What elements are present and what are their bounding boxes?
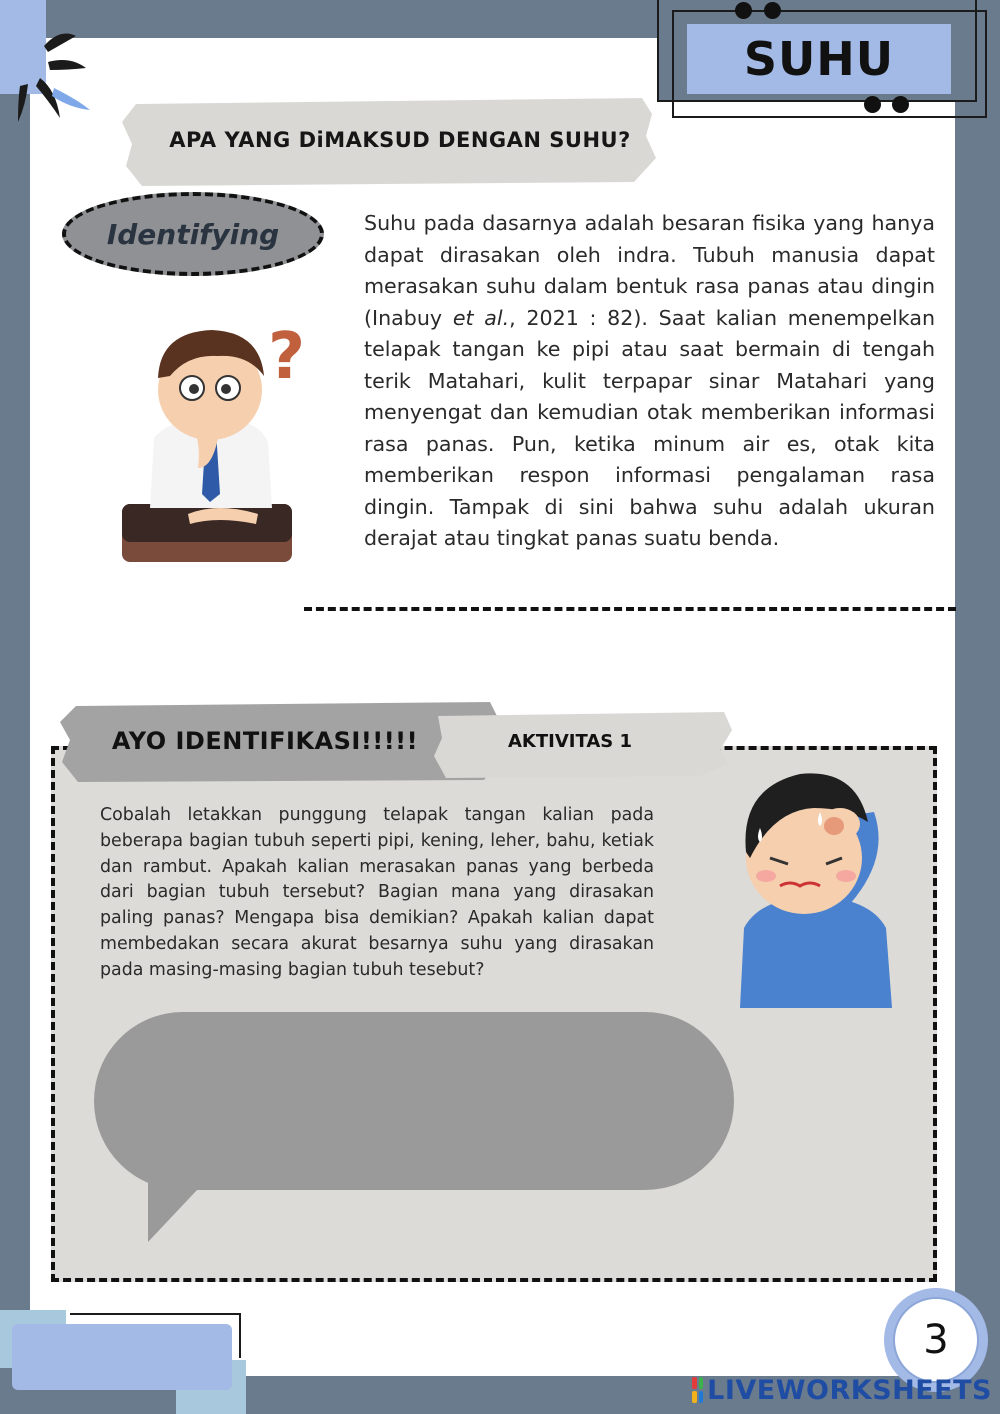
corner-decoration [0,1310,250,1414]
activity-paragraph: Cobalah letakkan punggung telapak tangan kalian pada beberapa bagian tubuh seperti pipi, kening, leher, bahu, ketiak dan rambut. Apakah kalian merasakan panas yang berbeda dari bagian tubuh tersebut? Bagian mana yang dirasakan paling panas? Mengapa bisa demikian? Apakah kalian dapat membedakan secara akurat besarnya suhu yang dirasakan pada masing-masing bagian tubuh tesebut? [100,805,654,980]
dashed-divider [304,607,956,611]
dot-decoration [892,96,909,113]
liveworksheets-logo-icon [692,1377,703,1403]
title-box [687,24,951,94]
watermark [692,1372,992,1408]
splash-icon [0,0,110,130]
page-title: SUHU [743,32,895,86]
thinking-student-icon [118,318,310,566]
definition-paragraph: Suhu pada dasarnya adalah besaran fisika yang hanya dapat dirasakan oleh indra. Tubuh manusia dapat merasakan suhu dalam bentuk rasa panas atau dingin (Inabuy et al., 2021 : 82). Saat kalian menempelkan telapak tangan ke pipi atau saat bermain di tengah terik Matahari, kulit terpapar sinar Matahari yang menyengat dan kemudian otak memberikan informasi rasa panas. Pun, ketika minum air es, otak kita memberikan respon informasi pengalaman rasa dingin. Tampak di sini bahwa suhu adalah ukuran derajat atau tingkat panas suatu benda. [364,211,935,550]
section-heading: APA YANG DiMAKSUD DENGAN SUHU? [169,128,631,152]
page-number: 3 [893,1297,979,1383]
activity-label: AKTIVITAS 1 [507,730,633,752]
dot-decoration [864,96,881,113]
identifying-badge: Identifying [62,192,324,276]
answer-bubble [94,1012,734,1244]
watermark-text: LIVEWORKSHEETS [707,1374,992,1406]
dot-decoration [735,2,752,19]
activity-heading: AYO IDENTIFIKASI!!!!! [111,727,419,755]
answer-input[interactable] [94,1012,734,1190]
dot-decoration [764,2,781,19]
sweating-boy-icon [730,768,902,1008]
svg-text:?: ? [268,320,306,394]
